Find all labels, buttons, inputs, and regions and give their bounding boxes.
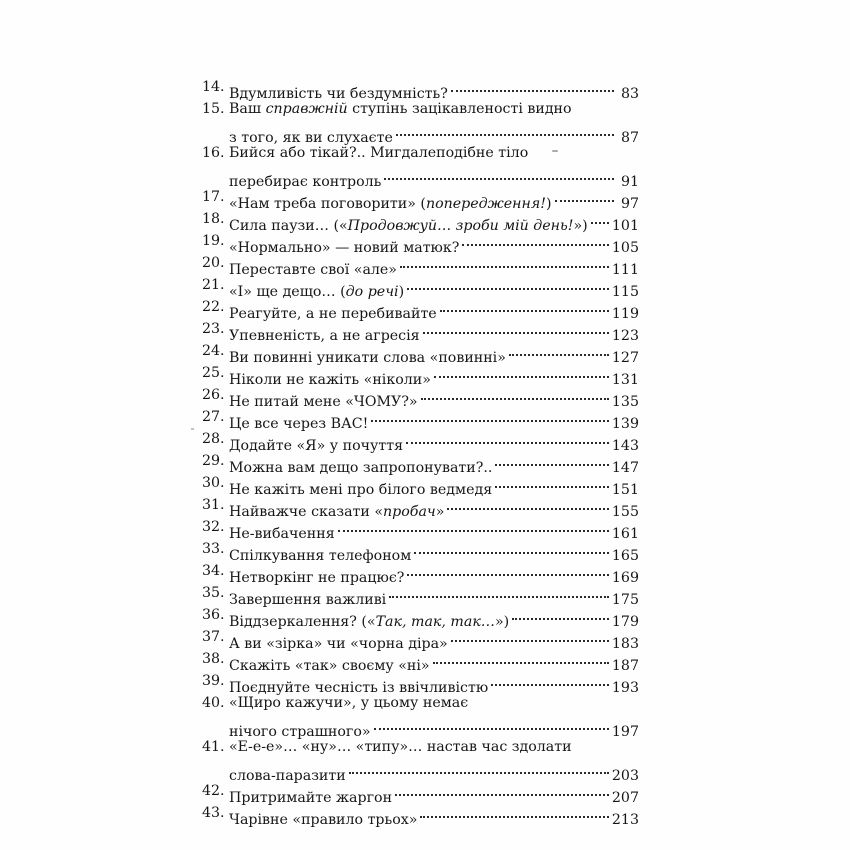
toc-page-number: 83 <box>620 86 639 102</box>
toc-entry-number: 22. <box>202 299 225 315</box>
dot-leader <box>400 252 609 274</box>
toc-title-fragment: » <box>435 504 445 520</box>
toc-title-fragment: слова-паразити <box>229 768 346 784</box>
toc-entry-title <box>229 692 468 714</box>
dot-leader <box>407 274 609 296</box>
toc-entry-number: 25. <box>202 365 225 381</box>
toc-entry-body <box>229 318 639 344</box>
toc-entry-body <box>229 98 639 146</box>
toc-page-number: 135 <box>611 394 639 410</box>
toc-entry <box>202 142 639 190</box>
toc-entry <box>202 406 639 432</box>
toc-entry-line <box>229 318 639 344</box>
toc-entry <box>202 692 639 740</box>
toc-entry <box>202 736 639 784</box>
toc-entry-body <box>229 274 639 300</box>
dot-leader <box>420 802 608 824</box>
toc-entry <box>202 604 639 630</box>
toc-title-fragment: Це все через ВАС! <box>229 416 369 432</box>
toc-entry-line <box>229 120 639 146</box>
toc-entry-number: 14. <box>202 79 225 95</box>
toc-title-fragment: з того, як ви слухаєте <box>229 130 393 146</box>
toc-entry-line <box>229 494 639 520</box>
toc-title-fragment: Чарівне «правило трьох» <box>229 812 418 828</box>
toc-title-fragment: ») <box>494 614 510 630</box>
toc-title-fragment: «Нормально» — новий матюк? <box>229 240 460 256</box>
toc-entry-number: 34. <box>202 563 225 579</box>
toc-title-fragment: перебирає контроль <box>229 174 382 190</box>
toc-entry-title <box>229 98 572 120</box>
toc-entry-number: 29. <box>202 453 225 469</box>
toc-entry <box>202 450 639 476</box>
toc-entry <box>202 384 639 410</box>
dot-leader <box>440 296 609 318</box>
dot-leader <box>349 758 609 780</box>
toc-entry <box>202 670 639 696</box>
toc-entry-body <box>229 428 639 454</box>
dot-leader <box>451 626 609 648</box>
toc-entry <box>202 494 639 520</box>
toc-entry <box>202 252 639 278</box>
toc-page-number: 97 <box>620 196 639 212</box>
toc-entry-number: 15. <box>202 101 225 117</box>
toc-entry-number: 27. <box>202 409 225 425</box>
print-speck <box>191 428 194 430</box>
toc-entry-body <box>229 604 639 630</box>
toc-entry-body <box>229 802 639 828</box>
toc-title-fragment: «Нам треба поговорити» ( <box>229 196 426 212</box>
toc-entry-line <box>229 604 639 630</box>
toc-entry-line <box>229 296 639 322</box>
toc-entry-title <box>229 736 572 758</box>
toc-page-number: 143 <box>611 438 639 454</box>
toc-page-number: 187 <box>611 658 639 674</box>
toc-page-number: 105 <box>611 240 639 256</box>
toc-title-fragment: Переставте свої «але» <box>229 262 397 278</box>
toc-title-fragment: Не кажіть мені про білого ведмедя <box>229 482 493 498</box>
toc-title-fragment: Сила паузи… (« <box>229 218 348 234</box>
toc-entry-number: 36. <box>202 607 225 623</box>
toc-entry-body <box>229 340 639 366</box>
toc-title-fragment: ступінь зацікавленості видно <box>347 101 572 117</box>
toc-entry-number: 26. <box>202 387 225 403</box>
toc-entry-line <box>229 780 639 806</box>
toc-entry-number: 23. <box>202 321 225 337</box>
toc-entry <box>202 362 639 388</box>
dot-leader <box>555 186 614 208</box>
toc-page-number: 131 <box>611 372 639 388</box>
toc-entry-number: 19. <box>202 233 225 249</box>
toc-title-italic-fragment: Продовжуй… зроби мій день! <box>347 218 574 234</box>
toc-entry-line <box>229 692 639 714</box>
toc-page-number: 169 <box>611 570 639 586</box>
toc-entry-number: 18. <box>202 211 225 227</box>
toc-entry-line <box>229 758 639 784</box>
dot-leader <box>423 318 609 340</box>
toc-title-fragment: Віддзеркалення? (« <box>229 614 376 630</box>
toc-entry <box>202 208 639 234</box>
dot-leader <box>447 494 608 516</box>
toc-entry-body <box>229 208 639 234</box>
toc-entry-line <box>229 142 639 164</box>
toc-entry-line <box>229 76 639 102</box>
toc-title-italic-fragment: Так, так, так… <box>375 614 495 630</box>
toc-entry-number: 38. <box>202 651 225 667</box>
toc-entry-number: 33. <box>202 541 225 557</box>
toc-title-fragment: «Е-е-е»… «ну»… «типу»… настав час здолати <box>229 739 572 755</box>
dot-leader <box>395 780 609 802</box>
toc-title-fragment: ) <box>545 196 552 212</box>
toc-title-fragment: Нетворкінг не працює? <box>229 570 405 586</box>
toc-title-fragment: Додайте «Я» у почуття <box>229 438 404 454</box>
toc-page-number: 203 <box>611 768 639 784</box>
toc-page-number: 155 <box>611 504 639 520</box>
toc-entry-number: 30. <box>202 475 225 491</box>
toc-title-fragment: Спілкування телефоном <box>229 548 412 564</box>
toc-entry-number: 24. <box>202 343 225 359</box>
toc-title-fragment: ) <box>398 284 405 300</box>
toc-entry-line <box>229 274 639 300</box>
toc-entry-body <box>229 296 639 322</box>
toc-entry-line <box>229 186 639 212</box>
toc-entry <box>202 186 639 212</box>
toc-entry-body <box>229 626 639 652</box>
toc-entry-body <box>229 582 639 608</box>
toc-entry-line <box>229 582 639 608</box>
toc-entry-number: 39. <box>202 673 225 689</box>
toc-page-number: 207 <box>611 790 639 806</box>
toc-entry-number: 16. <box>202 145 225 161</box>
toc-entry <box>202 318 639 344</box>
dot-leader <box>414 538 609 560</box>
dot-leader <box>421 384 609 406</box>
toc-entry <box>202 626 639 652</box>
toc-title-italic-fragment: попередження! <box>425 196 546 212</box>
toc-page-number: 111 <box>611 262 639 278</box>
toc-page-number: 213 <box>611 812 639 828</box>
toc-page-number: 183 <box>611 636 639 652</box>
toc-entry-line <box>229 802 639 828</box>
toc-entry-body <box>229 186 639 212</box>
toc-page-number: 151 <box>611 482 639 498</box>
toc-entry-number: 40. <box>202 695 225 711</box>
dot-leader <box>371 406 609 428</box>
toc-page-number: 175 <box>611 592 639 608</box>
toc-entry <box>202 560 639 586</box>
toc-entry-title <box>229 142 528 164</box>
toc-entry-number: 20. <box>202 255 225 271</box>
toc-title-fragment: Притримайте жаргон <box>229 790 393 806</box>
toc-title-fragment: Не-вибачення <box>229 526 335 542</box>
dot-leader <box>591 208 609 230</box>
toc-entry <box>202 340 639 366</box>
toc-entry-line <box>229 538 639 564</box>
toc-entry <box>202 274 639 300</box>
toc-entry <box>202 428 639 454</box>
toc-entry-line <box>229 406 639 432</box>
toc-entry-body <box>229 648 639 674</box>
toc-entry-line <box>229 648 639 674</box>
toc-entry-line <box>229 450 639 476</box>
toc-entry-line <box>229 384 639 410</box>
toc-entry-body <box>229 76 639 102</box>
toc-title-fragment: «Щиро кажучи», у цьому немає <box>229 695 469 711</box>
dot-leader <box>512 604 609 626</box>
toc-title-fragment: Ваш <box>229 101 266 117</box>
toc-entry-body <box>229 230 639 256</box>
dot-leader <box>433 648 609 670</box>
toc-title-fragment: Упевненість, а не агресія <box>229 328 420 344</box>
toc-entry <box>202 582 639 608</box>
toc-entry-body <box>229 736 639 784</box>
toc-title-italic-fragment: справжній <box>265 101 348 117</box>
toc-entry-line <box>229 626 639 652</box>
toc-entry-body <box>229 142 639 190</box>
dot-leader <box>389 582 609 604</box>
toc-title-fragment: Найважче сказати « <box>229 504 384 520</box>
toc-title-fragment: Можна вам дещо запропонувати?.. <box>229 460 493 476</box>
dot-leader <box>406 428 609 450</box>
toc-entry <box>202 648 639 674</box>
toc-entry-line <box>229 164 639 190</box>
toc-page-number: 87 <box>620 130 639 146</box>
dot-leader <box>396 120 614 142</box>
dot-leader <box>338 516 609 538</box>
toc-page-number: 123 <box>611 328 639 344</box>
toc-page-number: 193 <box>611 680 639 696</box>
toc-entry-body <box>229 362 639 388</box>
toc-entry-line <box>229 560 639 586</box>
toc-title-fragment: нічого страшного» <box>229 724 371 740</box>
toc-entry-body <box>229 450 639 476</box>
toc-entry-number: 41. <box>202 739 225 755</box>
toc-page-number: 119 <box>611 306 639 322</box>
toc-entry-line <box>229 208 639 234</box>
table-of-contents <box>202 76 639 828</box>
toc-entry <box>202 538 639 564</box>
toc-entry-line <box>229 472 639 498</box>
toc-entry-line <box>229 340 639 366</box>
toc-title-fragment: Поєднуйте чесність із ввічливістю <box>229 680 489 696</box>
toc-entry-line <box>229 736 639 758</box>
toc-entry <box>202 296 639 322</box>
toc-entry-body <box>229 560 639 586</box>
dot-leader <box>495 450 609 472</box>
toc-title-fragment: Не питай мене «ЧОМУ?» <box>229 394 418 410</box>
toc-entry-line <box>229 362 639 388</box>
toc-entry <box>202 76 639 102</box>
toc-page-number: 161 <box>611 526 639 542</box>
toc-entry-number: 35. <box>202 585 225 601</box>
toc-entry-line <box>229 714 639 740</box>
toc-title-fragment: Ніколи не кажіть «ніколи» <box>229 372 431 388</box>
toc-page-number: 115 <box>611 284 639 300</box>
toc-title-fragment: Завершення важливі <box>229 592 387 608</box>
dot-leader <box>451 76 614 98</box>
dot-leader <box>491 670 609 692</box>
toc-entry-number: 37. <box>202 629 225 645</box>
toc-title-italic-fragment: до речі <box>345 284 399 300</box>
toc-entry <box>202 230 639 256</box>
dot-leader <box>434 362 609 384</box>
dot-leader <box>462 230 609 252</box>
toc-page-number: 197 <box>611 724 639 740</box>
toc-title-fragment: Скажіть «так» своєму «ні» <box>229 658 430 674</box>
toc-entry-title <box>229 809 417 831</box>
toc-entry-body <box>229 494 639 520</box>
toc-entry-number: 28. <box>202 431 225 447</box>
toc-title-fragment: А ви «зірка» чи «чорна діра» <box>229 636 448 652</box>
dot-leader <box>374 714 609 736</box>
dot-leader <box>407 560 608 582</box>
toc-entry-body <box>229 780 639 806</box>
toc-page-number: 179 <box>611 614 639 630</box>
toc-entry-line <box>229 670 639 696</box>
toc-title-fragment: Реагуйте, а не перебивайте <box>229 306 437 322</box>
toc-entry <box>202 98 639 146</box>
toc-page-number: 165 <box>611 548 639 564</box>
dot-leader <box>509 340 609 362</box>
toc-entry-line <box>229 516 639 542</box>
toc-title-fragment: «І» ще дещо… ( <box>229 284 346 300</box>
toc-title-italic-fragment: пробач <box>383 504 436 520</box>
toc-page-number: 139 <box>611 416 639 432</box>
toc-entry-body <box>229 384 639 410</box>
toc-entry <box>202 472 639 498</box>
toc-entry-line <box>229 230 639 256</box>
toc-entry <box>202 780 639 806</box>
toc-title-fragment: Бийся або тікай?.. Мигдалеподібне тіло <box>229 145 529 161</box>
toc-entry <box>202 802 639 828</box>
toc-page-number: 127 <box>611 350 639 366</box>
toc-entry-body <box>229 692 639 740</box>
toc-entry-body <box>229 538 639 564</box>
toc-entry-number: 43. <box>202 805 225 821</box>
toc-title-fragment: Ви повинні уникати слова «повинні» <box>229 350 506 366</box>
toc-entry-line <box>229 252 639 278</box>
toc-title-fragment: Вдумливість чи бездумність? <box>229 86 448 102</box>
toc-entry-number: 32. <box>202 519 225 535</box>
toc-entry-number: 17. <box>202 189 225 205</box>
toc-entry-body <box>229 252 639 278</box>
toc-entry-line <box>229 428 639 454</box>
toc-entry <box>202 516 639 542</box>
toc-title-fragment: ») <box>573 218 588 234</box>
toc-entry-body <box>229 516 639 542</box>
toc-entry-number: 31. <box>202 497 225 513</box>
dot-leader <box>384 164 614 186</box>
toc-entry-body <box>229 472 639 498</box>
toc-entry-line <box>229 98 639 120</box>
toc-entry-body <box>229 670 639 696</box>
toc-page-number: 91 <box>620 174 639 190</box>
toc-entry-number: 42. <box>202 783 225 799</box>
dot-leader <box>495 472 609 494</box>
toc-entry-body <box>229 406 639 432</box>
toc-entry-number: 21. <box>202 277 225 293</box>
toc-page-number: 101 <box>611 218 639 234</box>
toc-page-number: 147 <box>611 460 639 476</box>
